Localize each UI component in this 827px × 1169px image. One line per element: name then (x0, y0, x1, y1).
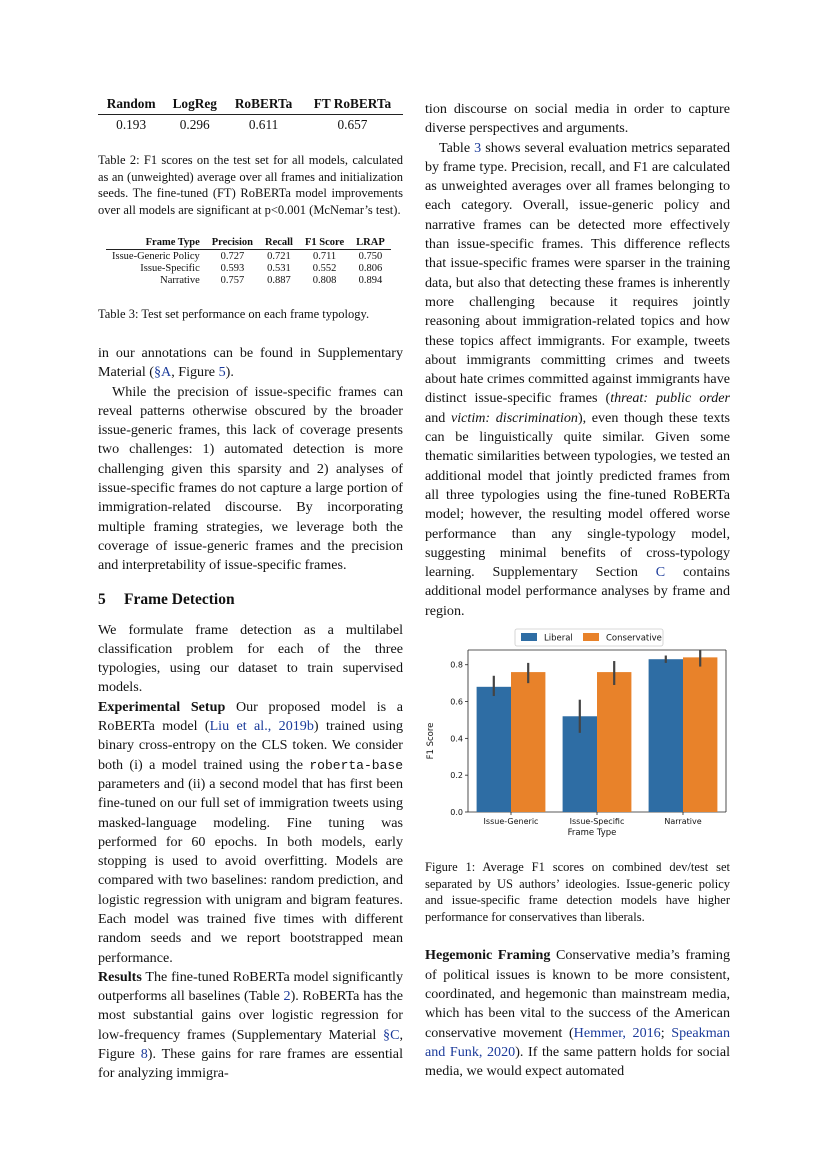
section-number: 5 (98, 590, 106, 608)
table-2-cell: 0.193 (116, 117, 147, 132)
y-tick-label: 0.0 (450, 808, 463, 817)
citation-link[interactable]: Hemmer, 2016 (573, 1024, 661, 1041)
legend-label: Liberal (544, 633, 573, 644)
bar-chart (425, 624, 730, 844)
table-2-row (98, 115, 403, 134)
ref-link[interactable]: 5 (218, 364, 226, 381)
table-2-header: LogReg (172, 96, 217, 111)
table-3-cell: Narrative (160, 275, 200, 287)
table-3-header-row (106, 237, 391, 250)
table-3-row (106, 250, 391, 263)
ref-link[interactable]: 8 (140, 1046, 148, 1063)
x-axis (484, 812, 702, 826)
table-2-header: RoBERTa (234, 96, 293, 111)
text: ). If the same pattern holds for social media, we would expect automated (425, 1043, 731, 1080)
y-tick-label: 0.6 (450, 697, 463, 707)
x-axis-label: Frame Type (567, 828, 617, 838)
text: ), even though these texts can be linguistically quite similar. Given some thematic similarities between typologies, we tested an additional model that jointly predicted frames from all three typologies using the fine-tuned RoBERTa model; however, the resulting model offered worse performance than any single-typology model, suggesting minimal benefits of cross-typology learning. Supplementary Section (425, 409, 730, 581)
ref-link[interactable]: 2 (283, 988, 291, 1005)
left-column (98, 96, 403, 1084)
x-tick-label: Issue-Generic (483, 817, 539, 826)
ref-link[interactable]: §A (153, 364, 172, 381)
y-axis-label: F1 Score (426, 722, 436, 760)
text: ). (225, 364, 234, 381)
bar (649, 659, 683, 812)
bar (511, 672, 545, 812)
y-tick-label: 0.4 (450, 734, 463, 744)
ref-link[interactable]: C (655, 564, 666, 581)
section-title: Frame Detection (124, 590, 235, 608)
ref-link[interactable]: §C (383, 1026, 400, 1043)
table-3-caption: Table 3: Test set performance on each frame typology. (98, 307, 370, 322)
paragraph: We formulate frame detection as a multilabel classification problem for each of the three typologies, using our dataset to train supervised models. (98, 621, 403, 696)
table-3-header: F1 Score (304, 237, 345, 249)
table-3 (106, 237, 391, 286)
legend-swatch (521, 633, 537, 641)
text: in our annotations can be found in Supplementary Material ( (98, 344, 403, 381)
table-2-caption: Table 2: F1 scores on the test set for all models, calculated as an (unweighted) average over all frames and initialization seeds. The fine-tuned (FT) RoBERTa model improvements over all models are significant at p<0.001 (McNemar’s test). (98, 153, 403, 217)
paragraph (425, 139, 730, 621)
table-3-header: Precision (211, 237, 253, 249)
table-3-cell: 0.808 (312, 275, 337, 287)
text: parameters and (ii) a second model that has first been fine-tuned on our full set of immigration tweets using masked-language modeling. Fine tuning was performed for 60 epochs. In both models, early stopping is used to avoid overfitting. Models are compared with two baselines: random prediction, and logistic regression with unigram and bigram features. Each model was trained five times with different random seeds and we report bootstrapped mean performance. (98, 775, 403, 966)
paragraph-heading: Experimental Setup (98, 698, 226, 715)
table-3-cell: 0.750 (358, 251, 383, 263)
text: ) trained using binary cross-entropy on the CLS token. We consider both (i) a model trained using the (98, 718, 404, 773)
table-2-header-row (98, 96, 403, 115)
text: ). RoBERTa has the most substantial gains over logistic regression for low-frequency frames (Supplementary Material (98, 988, 403, 1043)
x-tick-label: Narrative (664, 817, 702, 826)
text: contains additional model performance analyses by frame and region. (425, 564, 730, 619)
table-3-cell: 0.531 (267, 263, 291, 275)
paragraph-heading: Results (98, 968, 142, 985)
paragraph (98, 698, 403, 968)
table-3-cell: 0.711 (312, 251, 337, 263)
text: Table (439, 139, 475, 156)
paragraph (98, 344, 403, 383)
table-2-header: Random (106, 96, 156, 111)
legend-label: Conservative (606, 633, 662, 644)
table-2 (98, 96, 403, 133)
text: The fine-tuned RoBERTa model significantly outperforms all baselines (Table (98, 968, 403, 1005)
paragraph-heading: Hegemonic Framing (425, 947, 551, 964)
y-tick-label: 0.2 (450, 771, 463, 781)
table-3-cell: 0.757 (220, 275, 245, 287)
legend-swatch (583, 633, 599, 641)
code-text: roberta-base (309, 757, 403, 773)
table-3-row (106, 274, 391, 286)
text: Conservative media’s framing of political issues is known to be more consistent, coordinated, and hegemonic than mainstream media, which has been vital to the success of the American conservative movement ( (425, 947, 730, 1041)
table-3-cell: 0.593 (220, 263, 245, 275)
text: ; (660, 1024, 672, 1041)
table-3-cell: 0.552 (312, 263, 337, 275)
right-column (425, 100, 730, 621)
table-3-cell: 0.894 (358, 275, 383, 287)
italic-text: victim: discrimination (450, 409, 578, 426)
bar (477, 687, 511, 812)
table-3-cell: 0.806 (358, 263, 383, 275)
paragraph: tion discourse on social media in order to capture diverse perspectives and arguments. (425, 101, 730, 137)
table-3-cell: 0.887 (267, 275, 291, 287)
table-2-header: FT RoBERTa (313, 96, 392, 111)
chart-legend (515, 629, 663, 646)
table-2-cell: 0.657 (337, 117, 368, 132)
table-3-cell: Issue-Specific (140, 263, 200, 275)
table-3-row (106, 262, 391, 274)
text: ). These gains for rare frames are essential for analyzing immigra- (98, 1046, 403, 1082)
citation-link[interactable]: Speakman and Funk, 2020 (425, 1024, 730, 1060)
ref-link[interactable]: 3 (474, 139, 482, 156)
table-3-header: Frame Type (145, 237, 200, 249)
text: shows several evaluation metrics separated by frame type. Precision, recall, and F1 are calculated as unweighted averages over all frames belonging to each category. Overall, issue-generic policy and narrative frames can be detected more effectively than issue-specific frames. This difference reflects that issue-specific frames were sparser in the training data, but also that detecting these frames is inherently more challenging because it requires jointly reasoning about immigration-related topics and how these topics affect immigrants. For example, tweets about immigrants committing crimes and tweets about hate crimes committed against immigrants have distinct issue-specific frames ( (425, 139, 730, 407)
paragraph (425, 946, 730, 1081)
table-2-cell: 0.611 (248, 117, 279, 132)
table-3-cell: 0.727 (220, 251, 245, 263)
figure-1-caption: Figure 1: Average F1 scores on combined dev/test set separated by US authors’ ideologies. Issue-generic policy and issue-specific frame detection models have higher performance for conservatives than liberals. (425, 860, 730, 924)
bars (477, 650, 718, 812)
bar (597, 672, 631, 812)
paragraph (98, 968, 403, 1084)
figure-1 (425, 624, 731, 1080)
citation-link[interactable]: Liu et al., 2019b (209, 718, 314, 735)
table-3-cell: Issue-Generic Policy (112, 251, 200, 263)
table-3-header: Recall (264, 237, 293, 249)
text: and (425, 409, 451, 426)
text: Our proposed model is a RoBERTa model ( (98, 698, 403, 735)
table-2-cell: 0.296 (179, 117, 210, 132)
text: , Figure (98, 1026, 403, 1063)
text: , Figure (171, 364, 219, 381)
section-heading (98, 591, 403, 609)
paragraph: While the precision of issue-specific frames can reveal patterns otherwise obscured by the broader issue-generic frames, this lack of coverage presents two challenges: 1) automated detection is more challenging given this sparsity and 2) analyses of issue-specific frames do not capture a large portion of immigration-related discourse. By incorporating multiple framing strategies, we leverage both the coverage of issue-generic frames and the precision and interpretability of issue-specific frames. (98, 383, 403, 574)
italic-text: threat: public order (610, 390, 731, 407)
table-3-cell: 0.721 (267, 251, 291, 263)
y-tick-label: 0.8 (450, 660, 463, 670)
bar (683, 657, 717, 812)
table-3-header: LRAP (356, 237, 385, 249)
x-tick-label: Issue-Specific (569, 817, 625, 826)
